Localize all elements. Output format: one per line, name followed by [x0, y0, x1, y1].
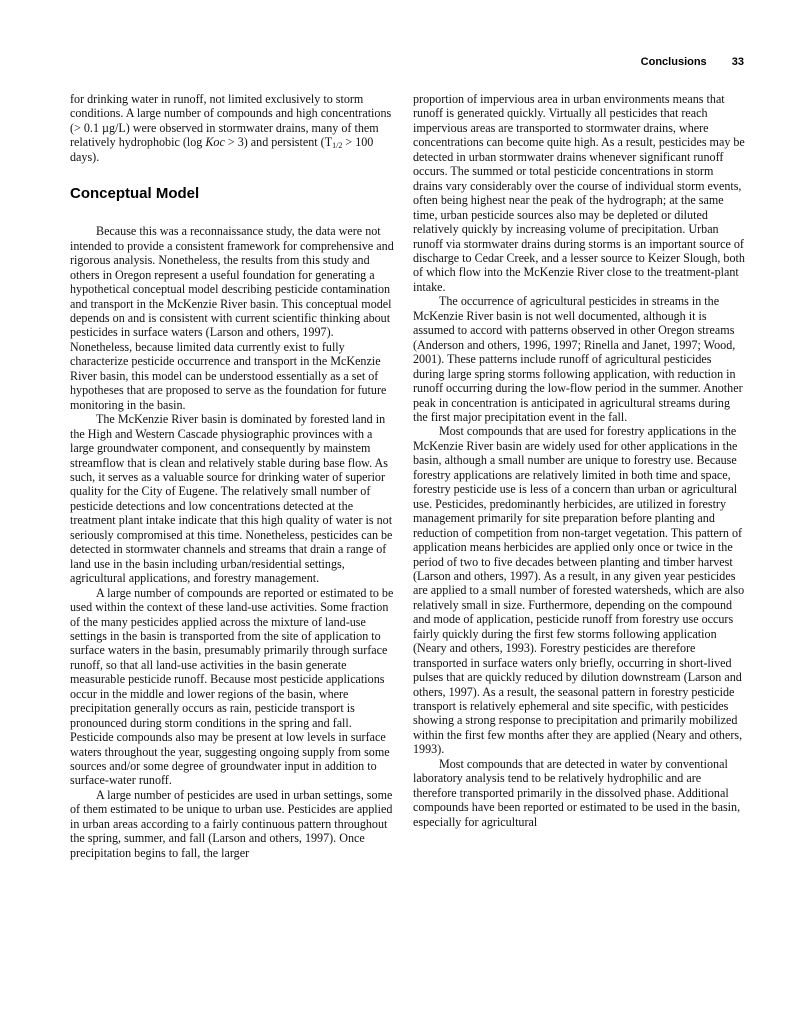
- section-title: Conclusions: [640, 56, 707, 68]
- paragraph-continued: proportion of impervious area in urban environments means that runoff is generated quickly. Virtually all pesticides that reach impervious areas are transported to stormwater drains, where concentrations can become quite high. As a result, pesticides may be detected in urban stormwater drains whenever significant runoff occurs. The summed or total pesticide concentrations in storm drains vary considerably over the course of individual storm events, often being highest near the peak of the hydrograph; at the same time, urban pesticide sources also may be depleted or diluted relatively quickly by increasing volume of precipitation. Urban runoff via stormwater drains during storms is an important source of discharge to Cedar Creek, and a lesser source to Keizer Slough, both of which flow into the McKenzie River close to the treatment-plant intake.: [413, 92, 745, 294]
- paragraph: The occurrence of agricultural pesticides in streams in the McKenzie River basin is not well documented, although it is assumed to accord with patterns observed in other Oregon streams (Anderson and others, 1996, 1997; Rinella and Janet, 1997; Wood, 2001). These patterns include runoff of agricultural pesticides during large spring storms following application, with reduction in runoff occurring during the low-flow period in the summer. Another peak in concentration is anticipated in agricultural streams during the first major precipitation event in the fall.: [413, 294, 743, 424]
- koc-term: Koc: [205, 135, 225, 150]
- running-header: [641, 56, 744, 68]
- paragraph-continued: for drinking water in runoff, not limited exclusively to storm conditions. A large number of compounds and high concentrations (> 0.1 µg/L) were observed in stormwater drains, many of them relatively hydrophobic (log Koc > 3) and persistent ($T_{1/2} > 100$ days).: [70, 92, 392, 164]
- left-column: [70, 92, 398, 860]
- section-heading: Conceptual Model: [70, 185, 200, 203]
- paragraph: A large number of compounds are reported or estimated to be used within the context of these land-use activities. Some fraction of the many pesticides applied across the mixture of land-use settings in the basin is transported from the site of application to surface waters in the basin, presumably primarily through surface runoff, so that all land-use activities in the basin generate measurable pesticide runoff. Because most pesticide applications occur in the middle and lower regions of the basin, where precipitation generally occurs as rain, pesticide transport is pronounced during storm conditions in the spring and fall. Pesticide compounds also may be present at low levels in surface waters throughout the year, suggesting ongoing supply from some sources and/or some degree of groundwater input in addition to surface-water runoff.: [70, 585, 394, 788]
- half-life-subscript: 1/2: [332, 141, 343, 151]
- paragraph: Because this was a reconnaissance study, the data were not intended to provide a consistent framework for comprehensive and rigorous analysis. Nonetheless, the results from this study and others in Oregon represent a useful foundation for generating a hypothetical conceptual model describing pesticide contamination and transport in the McKenzie River basin. This conceptual model depends on and is consistent with current scientific thinking about pesticides in surface waters (Larson and others, 1997). Nonetheless, because limited data currently exist to fully characterize pesticide occurrence and transport in the McKenzie River basin, this model can be understood essentially as a set of hypotheses that are proposed to serve as the foundation for future monitoring in the basin.: [70, 224, 394, 412]
- right-column: [413, 92, 745, 829]
- paragraph: Most compounds that are used for forestry applications in the McKenzie River basin are widely used for other applications in the basin, although a small number are unique to forestry use. Because forestry applications are relatively limited in both time and space, forestry pesticide use is less of a concern than urban or agricultural use. Pesticides, predominantly herbicides, are utilized in forestry management primarily for site preparation before planting and reduction of competition from non-target vegetation. This pattern of application means herbicides are applied only once or twice in the period of two to five decades between planting and timber harvest (Larson and others, 1997). As a result, in any given year pesticides are applied to a small number of forested watersheds, which are also relatively small in size. Furthermore, depending on the compound and mode of application, pesticide runoff from forestry use occurs fairly quickly during the first few storms following application (Neary and others, 1993). Forestry pesticides are therefore transported in surface waters only briefly, occurring in short-lived pulses that are quickly reduced by dilution downstream (Larson and others, 1997). As a result, the seasonal pattern in forestry pesticide transport is relatively ephemeral and site specific, with pesticides showing a strong response to precipitation and primarily mobilized within the first few months after they are applied (Neary and others, 1993).: [413, 424, 745, 757]
- paragraph: The McKenzie River basin is dominated by forested land in the High and Western Cascade physiographic provinces with a large groundwater component, and consequently by mainstem streamflow that is clean and relatively stable during base flow. As such, it serves as a valuable source for drinking water of superior quality for the City of Eugene. The relatively small number of pesticide detections and low concentrations detected at the treatment plant intake indicate that this high quality of water is not seriously compromised at this time. Nonetheless, pesticides can be detected in stormwater channels and streams that drain a range of land use in the basin including urban/residential settings, agricultural applications, and forestry management.: [70, 412, 393, 586]
- page-number: 33: [731, 56, 744, 68]
- paragraph: Most compounds that are detected in water by conventional laboratory analysis tend to be relatively hydrophilic and are therefore transported primarily in the dissolved phase. Additional compounds have been reported or estimated to be used in the basin, especially for agricultural: [413, 756, 741, 829]
- paragraph: A large number of pesticides are used in urban settings, some of them estimated to be unique to urban use. Pesticides are applied in urban areas according to a fairly continuous pattern throughout the spring, summer, and fall (Larson and others, 1997). Once precipitation begins to fall, the larger: [70, 787, 393, 860]
